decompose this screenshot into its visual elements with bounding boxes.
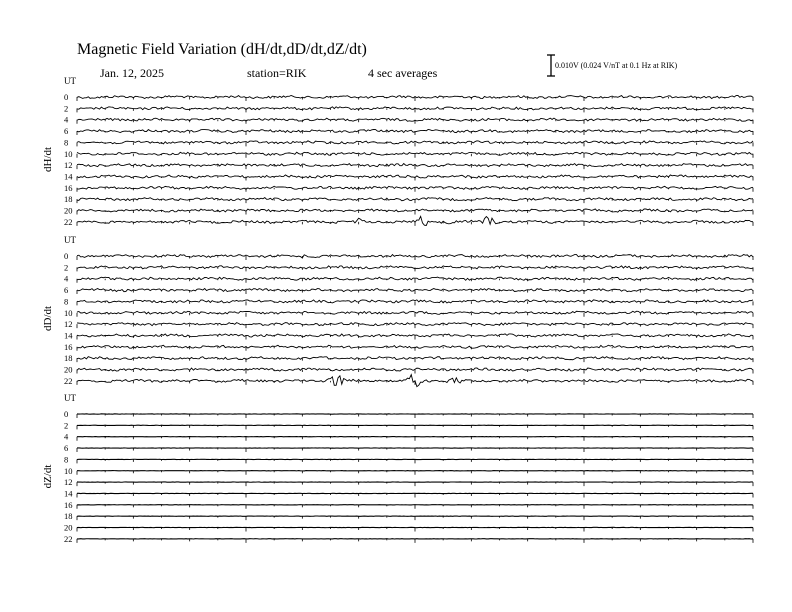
hour-label: 18 (64, 194, 73, 205)
hour-label: 10 (64, 307, 73, 318)
hour-label: 12 (64, 319, 73, 330)
ut-label: UT (64, 393, 76, 403)
hour-label: 4 (64, 114, 69, 125)
chart-title: Magnetic Field Variation (dH/dt,dD/dt,dZ/dt) (77, 41, 367, 58)
hour-label: 20 (64, 522, 73, 533)
trace-line (77, 323, 753, 326)
hour-label: 10 (64, 465, 73, 476)
hour-label: 18 (64, 353, 73, 364)
panel-dz-dt (42, 393, 753, 544)
hour-label: 8 (64, 296, 69, 307)
hour-label: 16 (64, 341, 73, 352)
hour-label: 0 (64, 92, 69, 102)
hour-label: 4 (64, 431, 69, 442)
hour-label: 22 (64, 375, 73, 386)
hour-label: 2 (64, 420, 69, 431)
hour-label: 12 (64, 160, 73, 171)
hour-label: 14 (64, 488, 73, 499)
scale-bar (547, 55, 555, 76)
hour-label: 8 (64, 137, 69, 148)
hour-label: 22 (64, 533, 73, 544)
panel-label: dH/dt (42, 146, 54, 172)
panel-label: dD/dt (42, 305, 54, 331)
hour-label: 4 (64, 273, 69, 284)
ut-label: UT (64, 235, 76, 245)
panel-label: dZ/dt (42, 464, 54, 489)
hour-label: 0 (64, 251, 69, 261)
panel-dd-dt (42, 235, 753, 387)
hour-label: 12 (64, 477, 73, 488)
hour-label: 18 (64, 511, 73, 522)
hour-label: 2 (64, 262, 69, 273)
hour-label: 16 (64, 182, 73, 193)
hour-label: 6 (64, 443, 69, 454)
hour-label: 16 (64, 499, 73, 510)
hour-label: 10 (64, 148, 73, 159)
hour-label: 6 (64, 285, 69, 296)
ut-label: UT (64, 76, 76, 86)
hour-label: 20 (64, 205, 73, 216)
hour-label: 6 (64, 126, 69, 137)
trace-line (77, 266, 753, 269)
hour-label: 14 (64, 330, 73, 341)
hour-label: 14 (64, 171, 73, 182)
date-label: Jan. 12, 2025 (100, 66, 164, 80)
hour-label: 2 (64, 103, 69, 114)
hour-label: 8 (64, 454, 69, 465)
panels-group (42, 76, 753, 544)
trace-line (77, 345, 753, 348)
station-label: station=RIK (247, 66, 307, 80)
hour-label: 22 (64, 216, 73, 227)
panel-dh-dt (42, 76, 753, 227)
hour-label: 20 (64, 364, 73, 375)
scale-label: 0.010V (0.024 V/nT at 0.1 Hz at RIK) (555, 61, 678, 70)
averaging-label: 4 sec averages (368, 66, 438, 80)
hour-label: 0 (64, 409, 69, 419)
